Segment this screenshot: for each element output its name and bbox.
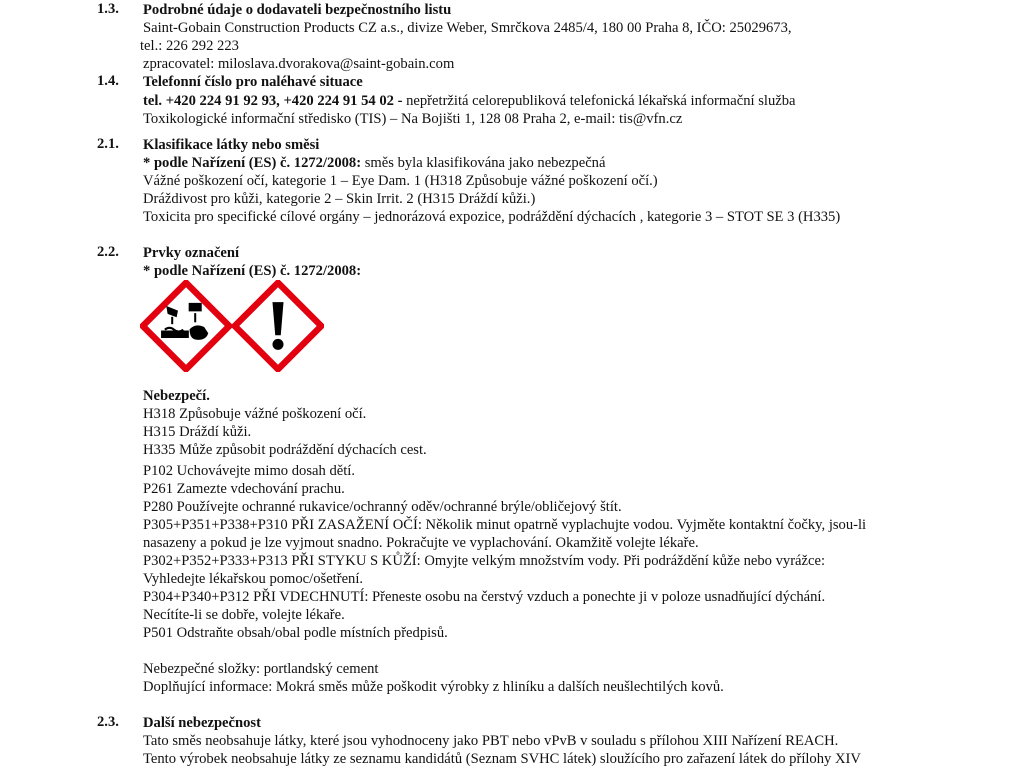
section-number-2-3: 2.3.: [97, 714, 119, 730]
p-statement: P305+P351+P338+P310 PŘI ZASAŽENÍ OČÍ: Několik minut opatrně vyplachujte vodou. Vyjměte kontaktní čočky, jsou-li: [143, 517, 867, 533]
supplier-phone: tel.: 226 292 223: [140, 38, 239, 54]
p-statement: P302+P352+P333+P313 PŘI STYKU S KŮŽÍ: Omyjte velkým množstvím vody. Při podráždění kůže nebo vyrážce:: [143, 553, 826, 569]
additional-information: Doplňující informace: Mokrá směs může poškodit výrobky z hliníku a dalších neušlechtilých kovů.: [143, 679, 724, 695]
h-statement: H315 Dráždí kůži.: [143, 424, 252, 440]
h-statement: H318 Způsobuje vážné poškození očí.: [143, 406, 367, 422]
tis-info: Toxikologické informační středisko (TIS) – Na Bojišti 1, 128 08 Praha 2, e-mail: tis@vfn.cz: [143, 111, 683, 127]
supplier-contact: zpracovatel: miloslava.dvorakova@saint-gobain.com: [143, 56, 455, 72]
p-statement: P304+P340+P312 PŘI VDECHNUTÍ: Přeneste osobu na čerstvý vzduch a ponechte ji v poloze usnadňující dýchání.: [143, 589, 826, 605]
corrosion-pictogram: [140, 280, 232, 372]
section-number-1-4: 1.4.: [97, 73, 119, 89]
pbt-statement: Tato směs neobsahuje látky, které jsou vyhodnoceny jako PBT nebo vPvB v souladu s přílohou XIII Nařízení REACH.: [143, 733, 839, 749]
h-statement: H335 Může způsobit podráždění dýchacích cest.: [143, 442, 427, 458]
classification-stot: Toxicita pro specifické cílové orgány – jednorázová expozice, podráždění dýchacích , kategorie 3 – STOT SE 3 (H335): [143, 209, 841, 225]
p-statement: P261 Zamezte vdechování prachu.: [143, 481, 345, 497]
section-number-2-1: 2.1.: [97, 136, 119, 152]
regulation-ref: * podle Nařízení (ES) č. 1272/2008:: [143, 155, 362, 171]
exclamation-pictogram: [232, 280, 324, 372]
classification-regulation: [143, 154, 605, 172]
classification-result: směs byla klasifikována jako nebezpečná: [361, 155, 606, 171]
p-statement: P501 Odstraňte obsah/obal podle místních předpisů.: [143, 625, 448, 641]
emergency-phone-numbers: tel. +420 224 91 92 93, +420 224 91 54 02 -: [143, 93, 403, 109]
section-heading-emergency: Telefonní číslo pro naléhavé situace: [143, 74, 363, 90]
section-heading-other-hazards: Další nebezpečnost: [143, 715, 261, 731]
section-heading-label-elements: Prvky označení: [143, 245, 240, 261]
section-heading-classification: Klasifikace látky nebo směsi: [143, 137, 320, 153]
classification-eye-dam: Vážné poškození očí, kategorie 1 – Eye Dam. 1 (H318 Způsobuje vážné poškození očí.): [143, 173, 658, 189]
classification-skin-irrit: Dráždivost pro kůži, kategorie 2 – Skin Irrit. 2 (H315 Dráždí kůži.): [143, 191, 536, 207]
label-regulation-ref: * podle Nařízení (ES) č. 1272/2008:: [143, 263, 362, 279]
emergency-phone-desc: nepřetržitá celorepubliková telefonická lékařská informační služba: [402, 93, 796, 109]
section-number-2-2: 2.2.: [97, 244, 119, 260]
p-statement: P280 Používejte ochranné rukavice/ochranný oděv/ochranné brýle/obličejový štít.: [143, 499, 622, 515]
p-statement: Necítíte-li se dobře, volejte lékaře.: [143, 607, 345, 623]
p-statement: nasazeny a pokud je lze vyjmout snadno. Pokračujte ve vyplachování. Okamžitě volejte lékaře.: [143, 535, 699, 551]
supplier-address: Saint-Gobain Construction Products CZ a.s., divize Weber, Smrčkova 2485/4, 180 00 Praha 8, IČO: 25029673,: [143, 20, 792, 36]
p-statement: P102 Uchovávejte mimo dosah dětí.: [143, 463, 355, 479]
svhc-statement: Tento výrobek neobsahuje látky ze seznamu kandidátů (Seznam SVHC látek) sloužícího pro zařazení látek do přílohy XIV: [143, 751, 861, 767]
hazardous-components: Nebezpečné složky: portlandský cement: [143, 661, 379, 677]
section-number-1-3: 1.3.: [97, 1, 119, 17]
section-heading-supplier: Podrobné údaje o dodavateli bezpečnostního listu: [143, 2, 452, 18]
emergency-phones: [143, 92, 796, 110]
p-statement: Vyhledejte lékařskou pomoc/ošetření.: [143, 571, 364, 587]
signal-word: Nebezpečí.: [143, 388, 210, 404]
